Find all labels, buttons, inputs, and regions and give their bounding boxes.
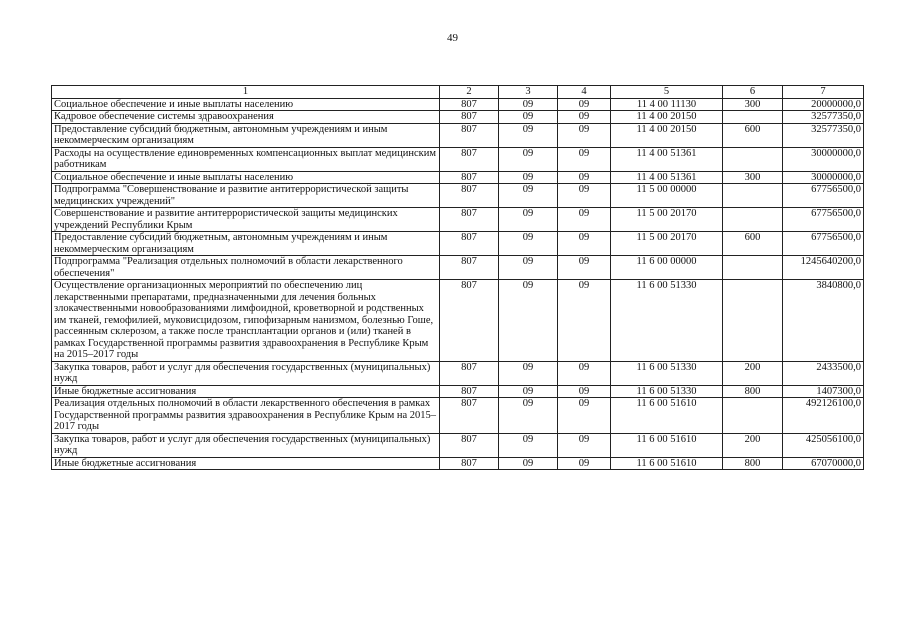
header-cell: 5 — [611, 86, 723, 99]
target-article-cell: 11 4 00 20150 — [611, 123, 723, 147]
ministry-code-cell: 807 — [440, 361, 499, 385]
description-cell: Осуществление организационных мероприятий по обеспечению лиц лекарственными препаратами, предназначенными для лечения больных злокачественными новообразованиями лимфоидной, кроветворной и родственных им тканей, гемофилией, муковисцидозом, гипофизарным нанизмом, болезнью Гоше, рассеянным склерозом, а также после трансплантации органов и (или) тканей в рамках Государственной программы развития здравоохранения в Республике Крым на 2015–2017 годы — [52, 280, 440, 362]
amount-cell: 1407300,0 — [783, 385, 864, 398]
header-cell: 4 — [558, 86, 611, 99]
section-code-cell: 09 — [499, 361, 558, 385]
expense-type-cell — [723, 208, 783, 232]
section-code-cell: 09 — [499, 398, 558, 434]
section-code-cell: 09 — [499, 171, 558, 184]
description-cell: Предоставление субсидий бюджетным, автономным учреждениям и иным некоммерческим организациям — [52, 123, 440, 147]
description-cell: Подпрограмма "Реализация отдельных полномочий в области лекарственного обеспечения" — [52, 256, 440, 280]
description-cell: Совершенствование и развитие антитеррористической защиты медицинских учреждений Республики Крым — [52, 208, 440, 232]
section-code-cell: 09 — [499, 111, 558, 124]
target-article-cell: 11 5 00 20170 — [611, 232, 723, 256]
expense-type-cell: 600 — [723, 232, 783, 256]
section-code-cell: 09 — [499, 433, 558, 457]
section-code-cell: 09 — [499, 256, 558, 280]
section-code-cell: 09 — [499, 123, 558, 147]
subsection-code-cell: 09 — [558, 280, 611, 362]
subsection-code-cell: 09 — [558, 111, 611, 124]
target-article-cell: 11 6 00 51330 — [611, 385, 723, 398]
target-article-cell: 11 5 00 00000 — [611, 184, 723, 208]
ministry-code-cell: 807 — [440, 98, 499, 111]
ministry-code-cell: 807 — [440, 111, 499, 124]
expense-type-cell: 300 — [723, 171, 783, 184]
description-cell: Социальное обеспечение и иные выплаты населению — [52, 98, 440, 111]
description-cell: Закупка товаров, работ и услуг для обеспечения государственных (муниципальных) нужд — [52, 433, 440, 457]
ministry-code-cell: 807 — [440, 433, 499, 457]
table-row — [52, 147, 864, 171]
amount-cell: 30000000,0 — [783, 171, 864, 184]
header-row — [52, 86, 864, 99]
target-article-cell: 11 4 00 51361 — [611, 147, 723, 171]
subsection-code-cell: 09 — [558, 385, 611, 398]
description-cell: Социальное обеспечение и иные выплаты населению — [52, 171, 440, 184]
amount-cell: 67756500,0 — [783, 208, 864, 232]
table-row — [52, 98, 864, 111]
amount-cell: 32577350,0 — [783, 123, 864, 147]
table-row — [52, 123, 864, 147]
expense-type-cell — [723, 256, 783, 280]
table-row — [52, 232, 864, 256]
section-code-cell: 09 — [499, 232, 558, 256]
ministry-code-cell: 807 — [440, 123, 499, 147]
subsection-code-cell: 09 — [558, 147, 611, 171]
table-row — [52, 256, 864, 280]
amount-cell: 67070000,0 — [783, 457, 864, 470]
ministry-code-cell: 807 — [440, 208, 499, 232]
header-cell: 1 — [52, 86, 440, 99]
description-cell: Предоставление субсидий бюджетным, автономным учреждениям и иным некоммерческим организациям — [52, 232, 440, 256]
subsection-code-cell: 09 — [558, 256, 611, 280]
expense-type-cell — [723, 398, 783, 434]
description-cell: Закупка товаров, работ и услуг для обеспечения государственных (муниципальных) нужд — [52, 361, 440, 385]
table-row — [52, 184, 864, 208]
table-body — [52, 98, 864, 470]
subsection-code-cell: 09 — [558, 184, 611, 208]
budget-table — [51, 85, 864, 470]
amount-cell: 2433500,0 — [783, 361, 864, 385]
ministry-code-cell: 807 — [440, 184, 499, 208]
target-article-cell: 11 6 00 51610 — [611, 457, 723, 470]
ministry-code-cell: 807 — [440, 385, 499, 398]
expense-type-cell: 800 — [723, 385, 783, 398]
table-row — [52, 457, 864, 470]
expense-type-cell: 200 — [723, 361, 783, 385]
amount-cell: 30000000,0 — [783, 147, 864, 171]
amount-cell: 1245640200,0 — [783, 256, 864, 280]
expense-type-cell — [723, 111, 783, 124]
amount-cell: 3840800,0 — [783, 280, 864, 362]
ministry-code-cell: 807 — [440, 280, 499, 362]
table-row — [52, 208, 864, 232]
target-article-cell: 11 6 00 51610 — [611, 398, 723, 434]
expense-type-cell — [723, 280, 783, 362]
target-article-cell: 11 6 00 51330 — [611, 361, 723, 385]
ministry-code-cell: 807 — [440, 398, 499, 434]
description-cell: Иные бюджетные ассигнования — [52, 385, 440, 398]
subsection-code-cell: 09 — [558, 123, 611, 147]
ministry-code-cell: 807 — [440, 256, 499, 280]
section-code-cell: 09 — [499, 457, 558, 470]
section-code-cell: 09 — [499, 280, 558, 362]
section-code-cell: 09 — [499, 208, 558, 232]
table-row — [52, 433, 864, 457]
amount-cell: 67756500,0 — [783, 184, 864, 208]
expense-type-cell: 200 — [723, 433, 783, 457]
ministry-code-cell: 807 — [440, 147, 499, 171]
ministry-code-cell: 807 — [440, 171, 499, 184]
subsection-code-cell: 09 — [558, 232, 611, 256]
section-code-cell: 09 — [499, 385, 558, 398]
subsection-code-cell: 09 — [558, 171, 611, 184]
ministry-code-cell: 807 — [440, 232, 499, 256]
header-cell: 3 — [499, 86, 558, 99]
description-cell: Реализация отдельных полномочий в области лекарственного обеспечения в рамках Государственной программы развития здравоохранения в Республике Крым на 2015–2017 годы — [52, 398, 440, 434]
subsection-code-cell: 09 — [558, 208, 611, 232]
subsection-code-cell: 09 — [558, 457, 611, 470]
expense-type-cell: 800 — [723, 457, 783, 470]
target-article-cell: 11 4 00 11130 — [611, 98, 723, 111]
table-row — [52, 171, 864, 184]
description-cell: Подпрограмма "Совершенствование и развитие антитеррористической защиты медицинских учреждений" — [52, 184, 440, 208]
amount-cell: 425056100,0 — [783, 433, 864, 457]
amount-cell: 32577350,0 — [783, 111, 864, 124]
table-row — [52, 280, 864, 362]
ministry-code-cell: 807 — [440, 457, 499, 470]
subsection-code-cell: 09 — [558, 398, 611, 434]
subsection-code-cell: 09 — [558, 361, 611, 385]
target-article-cell: 11 6 00 00000 — [611, 256, 723, 280]
page-number: 49 — [447, 32, 458, 44]
expense-type-cell: 600 — [723, 123, 783, 147]
expense-type-cell — [723, 147, 783, 171]
header-cell: 2 — [440, 86, 499, 99]
table-row — [52, 398, 864, 434]
amount-cell: 67756500,0 — [783, 232, 864, 256]
header-cell: 7 — [783, 86, 864, 99]
target-article-cell: 11 5 00 20170 — [611, 208, 723, 232]
target-article-cell: 11 4 00 20150 — [611, 111, 723, 124]
expense-type-cell: 300 — [723, 98, 783, 111]
table-row — [52, 111, 864, 124]
amount-cell: 492126100,0 — [783, 398, 864, 434]
expense-type-cell — [723, 184, 783, 208]
amount-cell: 20000000,0 — [783, 98, 864, 111]
target-article-cell: 11 6 00 51610 — [611, 433, 723, 457]
subsection-code-cell: 09 — [558, 433, 611, 457]
table-row — [52, 385, 864, 398]
description-cell: Иные бюджетные ассигнования — [52, 457, 440, 470]
section-code-cell: 09 — [499, 147, 558, 171]
subsection-code-cell: 09 — [558, 98, 611, 111]
header-cell: 6 — [723, 86, 783, 99]
target-article-cell: 11 4 00 51361 — [611, 171, 723, 184]
description-cell: Кадровое обеспечение системы здравоохранения — [52, 111, 440, 124]
table-row — [52, 361, 864, 385]
section-code-cell: 09 — [499, 184, 558, 208]
section-code-cell: 09 — [499, 98, 558, 111]
target-article-cell: 11 6 00 51330 — [611, 280, 723, 362]
description-cell: Расходы на осуществление единовременных компенсационных выплат медицинским работникам — [52, 147, 440, 171]
